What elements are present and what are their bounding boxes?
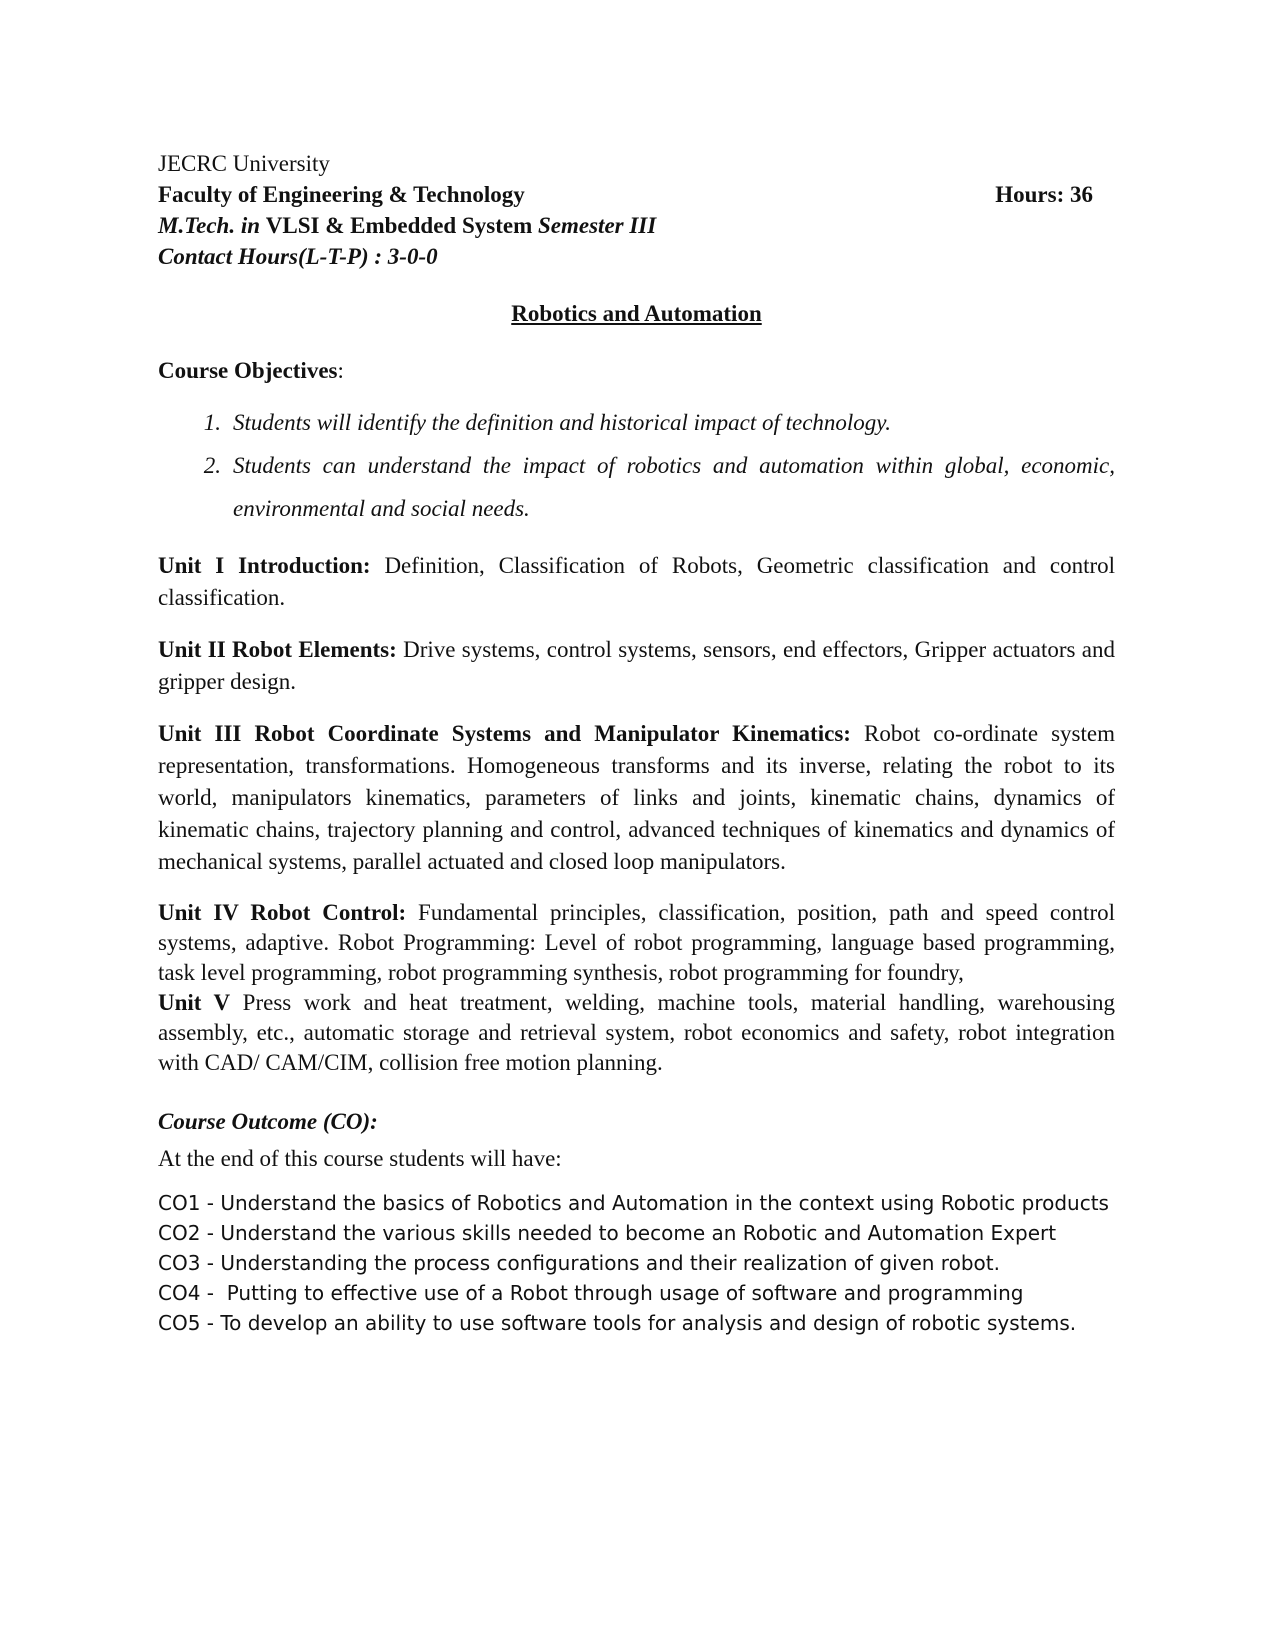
- unit-title: Unit V: [158, 990, 231, 1015]
- list-item-number: 2.: [203, 453, 221, 478]
- outcome-item: CO2 - Understand the various skills needed to become an Robotic and Automation Expert: [158, 1221, 1057, 1245]
- outcomes-intro: At the end of this course students will have:: [158, 1146, 562, 1171]
- outcome-item: CO4 - Putting to effective use of a Robot through usage of software and programming: [158, 1281, 1024, 1305]
- unit-4: [158, 898, 1115, 988]
- contact-hours: Contact Hours(L-T-P) : 3-0-0: [158, 244, 438, 269]
- unit-title: Unit I Introduction:: [158, 553, 371, 578]
- syllabus-page: [158, 148, 1115, 1338]
- program-name: VLSI & Embedded System: [265, 213, 533, 238]
- list-item: [158, 444, 1115, 530]
- program-prefix: M.Tech. in: [158, 213, 261, 238]
- faculty-name: Faculty of Engineering & Technology: [158, 182, 525, 207]
- unit-text: Robot co-ordinate system representation, transformations. Homogeneous transforms and its inverse, relating the robot to its world, manipulators kinematics, parameters of links and joints, kinematic chains, dynamics of kinematic chains, trajectory planning and control, advanced techniques of kinematics and dynamics of mechanical systems, parallel actuated and closed loop manipulators.: [158, 721, 1115, 874]
- outcomes-heading: Course Outcome (CO):: [158, 1109, 378, 1134]
- unit-text: Press work and heat treatment, welding, machine tools, material handling, warehousing assembly, etc., automatic storage and retrieval system, robot economics and safety, robot integration with CAD/ CAM/CIM, collision free motion planning.: [158, 990, 1115, 1075]
- university-name: JECRC University: [158, 151, 330, 176]
- semester-label: Semester III: [538, 213, 657, 238]
- outcome-item: CO1 - Understand the basics of Robotics and Automation in the context using Robotic products: [158, 1191, 1109, 1215]
- unit-text: Definition, Classification of Robots, Geometric classification and control classification.: [158, 553, 1116, 610]
- objectives-heading-colon: :: [337, 358, 344, 383]
- unit-2: [158, 634, 1115, 698]
- program-line: [158, 210, 1115, 241]
- list-item: [158, 401, 1115, 444]
- faculty-row: [158, 179, 1093, 210]
- unit-5: [158, 988, 1115, 1078]
- objectives-heading: Course Objectives: [158, 358, 338, 383]
- unit-title: Unit IV Robot Control:: [158, 900, 407, 925]
- objectives-list: [158, 401, 1115, 530]
- unit-text: Drive systems, control systems, sensors, end effectors, Gripper actuators and gripper design.: [158, 637, 1116, 694]
- unit-title: Unit II Robot Elements:: [158, 637, 397, 662]
- unit-text: Fundamental principles, classification, position, path and speed control systems, adaptive. Robot Programming: Level of robot programming, language based programming, task level programming, robot programming synthesis, robot programming for foundry,: [158, 900, 1115, 985]
- list-item-text: Students will identify the definition and historical impact of technology.: [233, 410, 891, 435]
- unit-3: [158, 718, 1115, 878]
- outcomes-list: [158, 1188, 1115, 1338]
- course-hours: Hours: 36: [995, 182, 1093, 207]
- list-item-number: 1.: [203, 410, 221, 435]
- list-item-text: Students can understand the impact of robotics and automation within global, economic, environmental and social needs.: [233, 453, 1115, 521]
- header-block: [158, 148, 1115, 272]
- unit-title: Unit III Robot Coordinate Systems and Manipulator Kinematics:: [158, 721, 851, 746]
- unit-1: [158, 550, 1115, 614]
- outcome-item: CO5 - To develop an ability to use software tools for analysis and design of robotic systems.: [158, 1311, 1077, 1335]
- course-title: Robotics and Automation: [511, 301, 762, 326]
- objectives-heading-line: [158, 355, 1115, 386]
- outcome-item: CO3 - Understanding the process configurations and their realization of given robot.: [158, 1251, 1000, 1275]
